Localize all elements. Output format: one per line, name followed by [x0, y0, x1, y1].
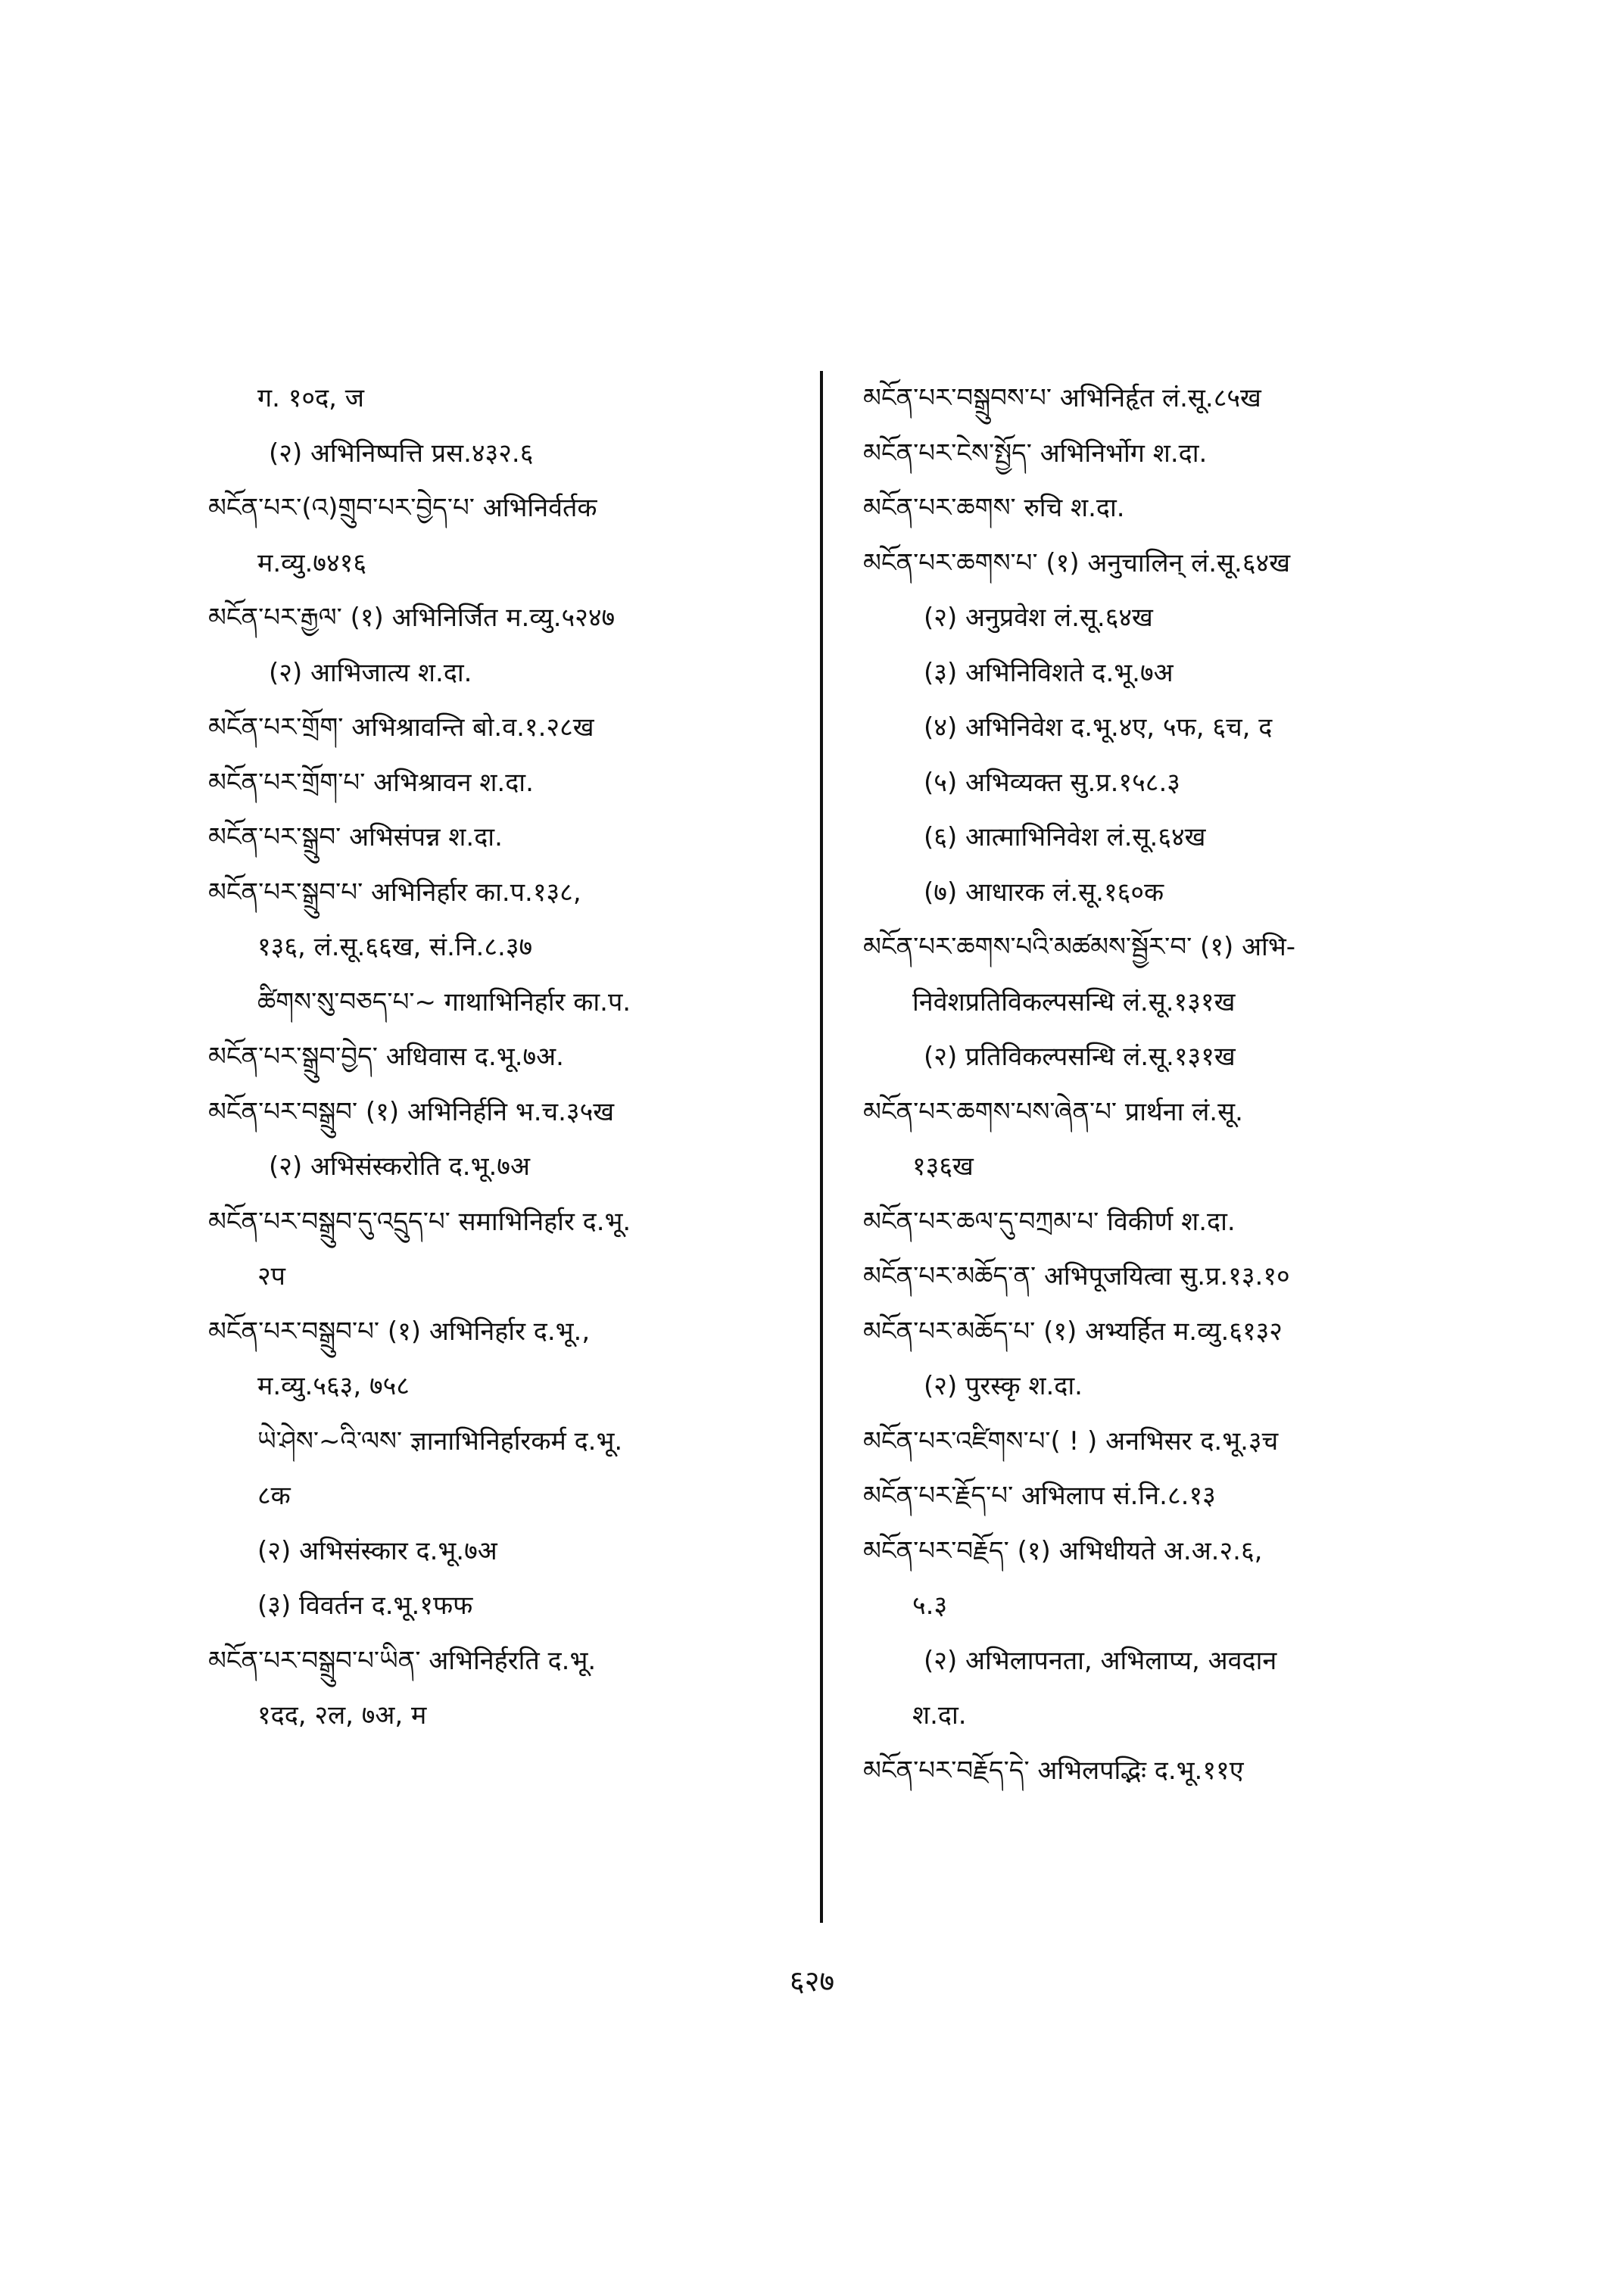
- dictionary-entry-line: མངོན་པར་གྲོག་པ་ अभिश्रावन श.दा.: [208, 767, 534, 798]
- dictionary-entry-line: མངོན་པར་བརྗོད་དེ་ अभिलपद्भिः द.भू.११ए: [863, 1755, 1244, 1786]
- dictionary-entry-line: མངོན་པར་ཆལ་དུ་བཀྲམ་པ་ विकीर्ण श.दा.: [863, 1206, 1236, 1237]
- dictionary-entry-line: མངོན་པར་བསྒྲུབ་པ་ཡིན་ अभिनिर्हरति द.भू.: [208, 1645, 597, 1676]
- dictionary-entry-line: ग. १०द, ज: [257, 383, 365, 413]
- dictionary-entry-line: (२) प्रतिविकल्पसन्धि लं.सू.१३१ख: [924, 1042, 1236, 1072]
- dictionary-entry-line: (६) आत्माभिनिवेश लं.सू.६४ख: [924, 822, 1206, 852]
- dictionary-entry-line: १दद, २ल, ७अ, म: [257, 1700, 427, 1731]
- dictionary-entry-line: (३) अभिनिविशते द.भू.७अ: [924, 657, 1174, 688]
- dictionary-entry-line: म.व्यु.७४१६: [257, 547, 367, 578]
- dictionary-entry-line: १३६ख: [912, 1151, 974, 1182]
- left-column: [208, 371, 799, 1743]
- dictionary-entry-line: མངོན་པར་བསྒྲུབ་པ་ (१) अभिनिर्हार द.भू.,: [208, 1316, 591, 1347]
- dictionary-entry-line: म.व्यु.५६३, ७५८: [257, 1371, 410, 1401]
- dictionary-entry-line: (२) पुरस्कृ श.दा.: [924, 1371, 1083, 1401]
- dictionary-entry-line: (७) आधारक लं.सू.१६०क: [924, 877, 1164, 908]
- dictionary-entry-line: མངོན་པར་ངེས་སྤྱོད་ अभिनिर्भोग श.दा.: [863, 438, 1208, 469]
- dictionary-entry-line: २प: [257, 1261, 285, 1291]
- dictionary-entry-line: མངོན་པར་བརྗོད་ (१) अभिधीयते अ.अ.२.६,: [863, 1535, 1263, 1566]
- dictionary-entry-line: ८क: [257, 1481, 291, 1511]
- dictionary-entry-line: १३६, लं.सू.६६ख, सं.नि.८.३७: [257, 932, 533, 962]
- dictionary-entry-line: (४) अभिनिवेश द.भू.४ए, ५फ, ६च, द: [924, 712, 1273, 743]
- dictionary-entry-line: མངོན་པར་གྲོག་ अभिश्रावन्ति बो.व.१.२८ख: [208, 712, 594, 743]
- dictionary-entry-line: མངོན་པར་(འ)གྲུབ་པར་བྱེད་པ་ अभिनिर्वर्तक: [208, 493, 597, 523]
- dictionary-entry-line: निवेशप्रतिविकल्पसन्धि लं.सू.१३१ख: [912, 986, 1236, 1017]
- column-divider: [820, 371, 823, 1923]
- dictionary-entry-line: མངོན་པར་སྒྲུབ་བྱེད་ अधिवास द.भू.७अ.: [208, 1042, 564, 1072]
- dictionary-entry-line: མངོན་པར་ཆགས་པའི་མཚམས་སྦྱོར་བ་ (१) अभि-: [863, 932, 1296, 962]
- dictionary-entry-line: མངོན་པར་མཆོད་ན་ अभिपूजयित्वा सु.प्र.१३.१०: [863, 1261, 1290, 1291]
- dictionary-entry-line: མངོན་པར་བསྒྲུབ་ (१) अभिनिर्हनि भ.च.३५ख: [208, 1096, 615, 1127]
- dictionary-entry-line: (२) आभिजात्य श.दा.: [269, 657, 472, 688]
- dictionary-entry-line: མངོན་པར་ཆགས་ रुचि श.दा.: [863, 493, 1125, 523]
- dictionary-entry-line: མངོན་པར་སྒྲུབ་པ་ अभिनिर्हार का.प.१३८,: [208, 877, 581, 908]
- dictionary-entry-line: श.दा.: [912, 1700, 967, 1731]
- dictionary-entry-line: མངོན་པར་ཆགས་པས་ཞེན་པ་ प्रार्थना लं.सू.: [863, 1096, 1243, 1127]
- page-number: ६२७: [789, 1964, 835, 1998]
- dictionary-entry-line: མངོན་པར་བསྒྲུབ་དུ་འདྲུད་པ་ समाभिनिर्हार द.भू.: [208, 1206, 631, 1237]
- dictionary-entry-line: མངོན་པར་སྒྲུབ་ अभिसंपन्न श.दा.: [208, 822, 503, 852]
- right-column: [863, 371, 1454, 1798]
- dictionary-entry-line: མངོན་པར་བསྒྲུབས་པ་ अभिनिर्हृत लं.सू.८५ख: [863, 383, 1261, 413]
- dictionary-entry-line: (२) अभिलापनता, अभिलाप्य, अवदान: [924, 1645, 1277, 1676]
- dictionary-entry-line: ५.३: [912, 1590, 948, 1621]
- dictionary-entry-line: མངོན་པར་ཆགས་པ་ (१) अनुचालिन् लं.सू.६४ख: [863, 547, 1291, 578]
- dictionary-entry-line: མངོན་པར་རྗོད་པ་ अभिलाप सं.नि.८.१३: [863, 1481, 1216, 1511]
- dictionary-entry-line: ཚིགས་སུ་བཅད་པ་~ गाथाभिनिर्हार का.प.: [257, 986, 631, 1017]
- dictionary-entry-line: (२) अनुप्रवेश लं.सू.६४ख: [924, 603, 1153, 633]
- dictionary-entry-line: (२) अभिसंस्कार द.भू.७अ: [257, 1535, 497, 1566]
- dictionary-entry-line: (५) अभिव्यक्त सु.प्र.१५८.३: [924, 767, 1180, 798]
- dictionary-entry-line: (३) विवर्तन द.भू.१फफ: [257, 1590, 473, 1621]
- dictionary-entry-line: ཡེ་ཤེས་~འི་ལས་ ज्ञानाभिनिर्हारकर्म द.भू.: [257, 1425, 623, 1456]
- dictionary-entry-line: མངོན་པར་འཛིགས་པ་( ! ) अनभिसर द.भू.३च: [863, 1425, 1279, 1456]
- dictionary-entry-line: (२) अभिनिष्पत्ति प्रस.४३२.६: [269, 438, 534, 469]
- dictionary-entry-line: མངོན་པར་རྒྱལ་ (१) अभिनिर्जित म.व्यु.५२४७: [208, 603, 616, 633]
- dictionary-entry-line: (२) अभिसंस्करोति द.भू.७अ: [269, 1151, 530, 1182]
- dictionary-entry-line: མངོན་པར་མཆོད་པ་ (१) अभ्यर्हित म.व्यु.६१३२: [863, 1316, 1283, 1347]
